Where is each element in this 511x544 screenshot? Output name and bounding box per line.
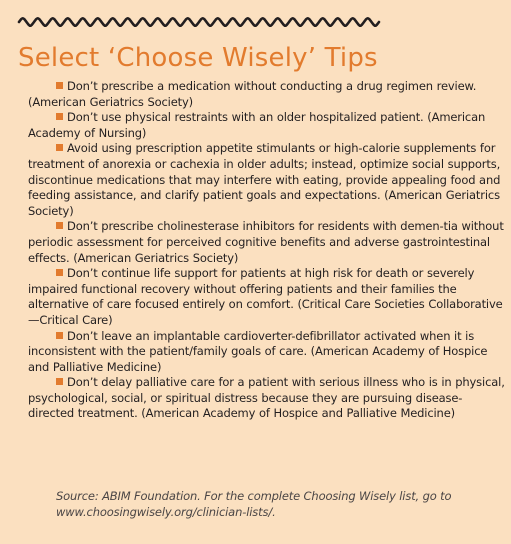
source-note: Source: ABIM Foundation. For the complete Choosing Wisely list, go to www.choosingwisely.org/clinician-lists/. [56,489,452,519]
tip-text: Don’t leave an implantable cardioverter-defibrillator activated when it is inconsistent with the patient/family goals of care. (American Academy of Hospice and Palliative Medicine) [28,328,488,374]
square-bullet-icon [56,332,63,339]
tip-text: Don’t prescribe a medication without conducting a drug regimen review. (American Geriatrics Society) [28,79,477,109]
tip-text: Don’t continue life support for patients at high risk for death or severely impaired functional recovery without offering patients and their families the alternative of care focused entirely on comfort. (Critical Care Societies Collaborative—Critical Care) [28,266,503,327]
tips-list [28,79,506,422]
tip-text: Don’t prescribe cholinesterase inhibitors for residents with demen-tia without periodic assessment for perceived cognitive benefits and adverse gastrointestinal effects. (American Geriatrics Society) [28,219,504,265]
square-bullet-icon [56,144,63,151]
square-bullet-icon [56,222,63,229]
square-bullet-icon [56,113,63,120]
tip-item [28,375,506,422]
square-bullet-icon [56,269,63,276]
tip-item [28,266,506,328]
tip-text: Don’t delay palliative care for a patient with serious illness who is in physical, psychological, social, or spiritual distress because they are pursuing disease-directed treatment. (American Academy of Hospice and Palliative Medicine) [28,375,505,421]
tip-item [28,329,506,376]
tip-text: Don’t use physical restraints with an older hospitalized patient. (American Academy of Nursing) [28,110,486,140]
square-bullet-icon [56,82,63,89]
tip-item [28,79,506,110]
tip-item [28,141,506,219]
tip-item [28,110,506,141]
decorative-wave-line [17,14,383,30]
tip-item [28,219,506,266]
square-bullet-icon [56,378,63,385]
tip-text: Avoid using prescription appetite stimulants or high-calorie supplements for treatment of anorexia or cachexia in older adults; instead, optimize social supports, discontinue medications that may interfere with eating, provide appealing food and feeding assistance, and clarify patient goals and expectations. (American Geriatrics Society) [28,141,501,218]
page-title: Select ‘Choose Wisely’ Tips [18,43,378,73]
